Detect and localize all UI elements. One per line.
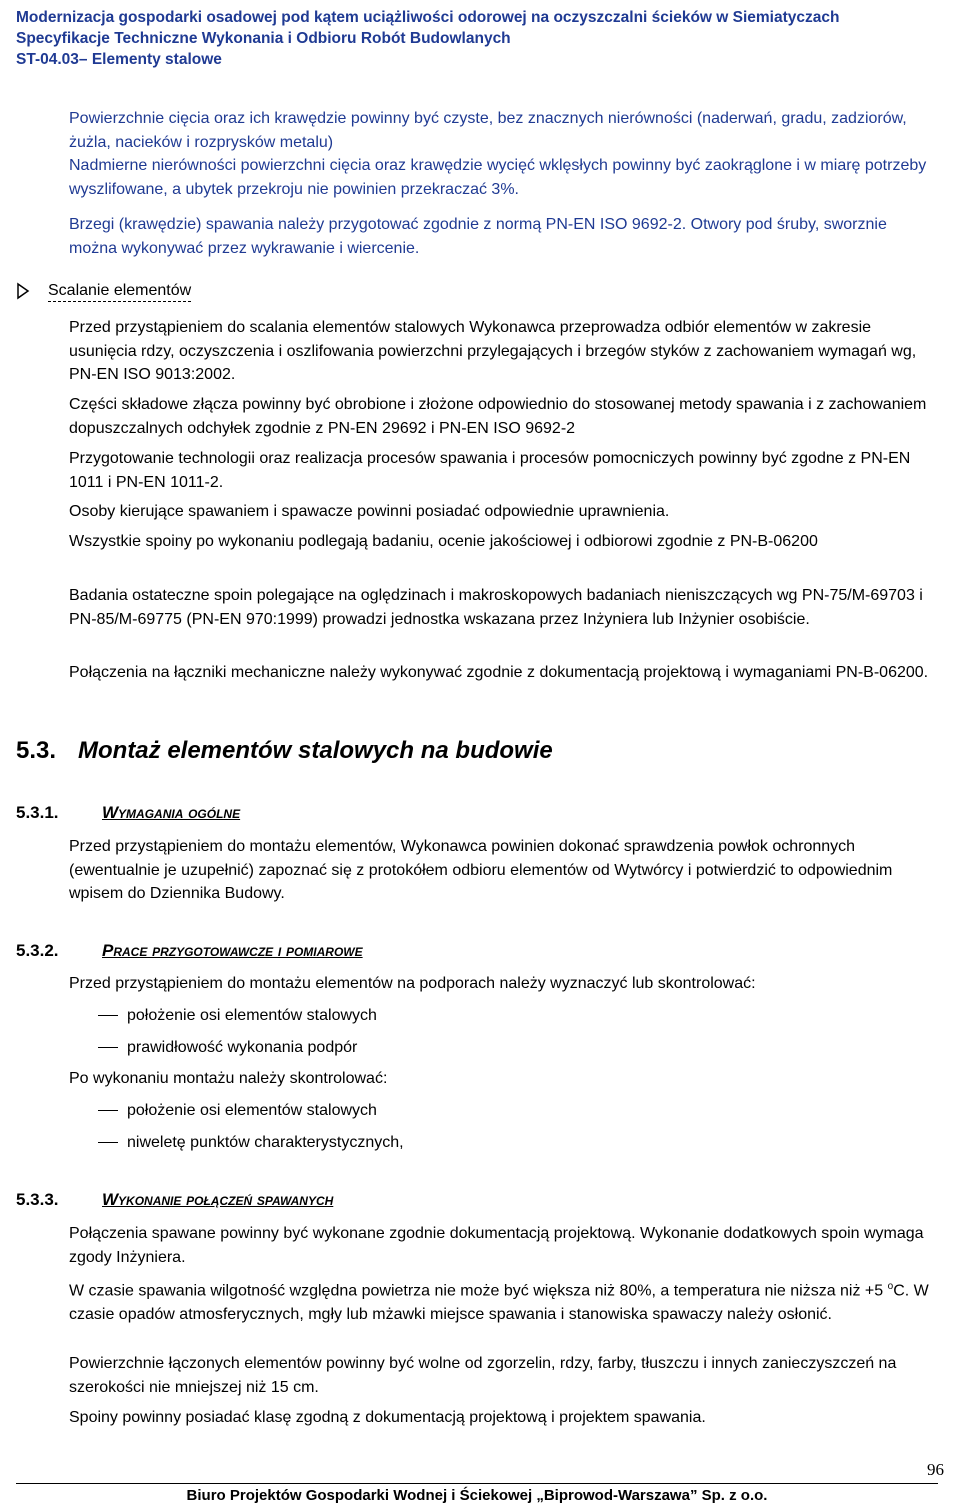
section-5-3-3-paragraph-4: Spoiny powinny posiadać klasę zgodną z dokumentacją projektową i projektem spawania. [69,1409,706,1426]
section-5-3-3-paragraph-2: W czasie spawania wilgotność względna powietrza nie może być większa niż 80%, a temperatura nie niższa niż +5 $^o$C. W czasie opadów atmosferycznych, mgły lub mżawki miejsce spawania i stanowiska spawaczy należy osłonić. [69,1281,929,1323]
footer-divider [16,1483,938,1484]
scalanie-heading: Scalanie elementów [48,281,191,302]
section-5-3-1-heading [16,803,240,823]
scalanie-paragraph-1: Przed przystąpieniem do scalania elementów stalowych Wykonawca przeprowadza odbiór elementów w zakresie usunięcia rdzy, oczyszczenia i oszlifowania powierzchni przylegających i brzegów styków z zachowaniem wymagań wg, PN-EN ISO 9013:2002. [69,319,917,383]
scalanie-paragraph-2: Części składowe złącza powinny być obrobione i złożone odpowiednio do stosowanej metody spawania i z zachowaniem dopuszczalnych odchyłek zgodnie z PN-EN 29692 i PN-EN ISO 9692-2 [69,396,927,437]
section-5-3-2-paragraph-2: Po wykonaniu montażu należy skontrolować: [69,1070,388,1087]
scalanie-paragraph-3: Przygotowanie technologii oraz realizacja procesów spawania i procesów pomocniczych powinny być zgodne z PN-EN 1011 i PN-EN 1011-2. [69,450,911,491]
section-5-3-2-paragraph-1: Przed przystąpieniem do montażu elementów na podporach należy wyznaczyć lub skontrolować: [69,975,756,992]
section-number: 5.3.1. [16,803,59,822]
dash-bullet-icon [98,1110,118,1111]
section-title: Prace przygotowawcze i pomiarowe [102,941,363,960]
section-title: Wymagania ogólne [102,803,241,822]
scalanie-paragraph-4: Osoby kierujące spawaniem i spawacze powinni posiadać odpowiednie uprawnienia. [69,503,670,520]
header-spec-title: Specyfikacje Techniczne Wykonania i Odbioru Robót Budowlanych [16,30,511,47]
section-number: 5.3.2. [16,941,59,960]
scalanie-paragraph-5: Wszystkie spoiny po wykonaniu podlegają badaniu, ocenie jakościowej i odbiorowi zgodnie z PN-B-06200 [69,533,818,550]
section-title: Wykonanie połączeń spawanych [102,1190,334,1209]
intro-paragraph-3: Brzegi (krawędzie) spawania należy przygotować zgodnie z normą PN-EN ISO 9692-2. Otwory pod śruby, sworznie można wykonywać przez wykrawanie i wiercenie. [69,216,887,257]
page-number: 96 [927,1460,944,1479]
footer-text: Biuro Projektów Gospodarki Wodnej i Ściekowej „Biprowod-Warszawa” Sp. z o.o. [186,1487,768,1504]
section-5-3-3-heading [16,1190,333,1210]
arrow-bullet-icon [16,281,30,301]
section-number: 5.3. [16,737,57,764]
section-5-3-1-paragraph: Przed przystąpieniem do montażu elementów, Wykonawca powinien dokonać sprawdzenia powłok ochronnych (ewentualnie je uzupełnić) zapoznać się z protokółem odbioru elementów od Wytwórcy i potwierdzić to odpowiednim wpisem do Dziennika Budowy. [69,838,893,902]
intro-paragraph-1: Powierzchnie cięcia oraz ich krawędzie powinny być czyste, bez znacznych nierówności (naderwań, gradu, zadziorów, żużla, nacieków i rozprysków metalu) [69,110,907,151]
dash-bullet-icon [98,1142,118,1143]
section-5-3-3-paragraph-3: Powierzchnie łączonych elementów powinny być wolne od zgorzelin, rdzy, farby, tłuszczu i innych zanieczyszczeń na szerokości nie mniejszej niż 15 cm. [69,1355,897,1396]
scalanie-paragraph-6: Badania ostateczne spoin polegające na oględzinach i makroskopowych badaniach nieniszczących wg PN-75/M-69703 i PN-85/M-69775 (PN-EN 970:1999) prowadzi jednostka wskazana przez Inżyniera lub Inżynier osobiście. [69,587,923,628]
section-5-3-2-heading [16,941,363,961]
header-project-title: Modernizacja gospodarki osadowej pod kątem uciążliwości odorowej na oczyszczalni ścieków w Siemiatyczach [16,9,840,26]
dash-bullet-icon [98,1047,118,1048]
header-section-code: ST-04.03– Elementy stalowe [16,51,222,68]
section-number: 5.3.3. [16,1190,59,1209]
scalanie-paragraph-7: Połączenia na łączniki mechaniczne należy wykonywać zgodnie z dokumentacją projektową i wymaganiami PN-B-06200. [69,664,929,681]
section-title: Montaż elementów stalowych na budowie [78,737,553,764]
dash-bullet-icon [98,1015,118,1016]
intro-paragraph-2: Nadmierne nierówności powierzchni cięcia oraz krawędzie wycięć wklęsłych powinny być zaokrąglone i w miarę potrzeby wyszlifowane, a ubytek przekroju nie powinien przekraczać 3%. [69,157,927,198]
section-5-3-3-paragraph-1: Połączenia spawane powinny być wykonane zgodnie dokumentacją projektową. Wykonanie dodatkowych spoin wymaga zgody Inżyniera. [69,1225,924,1266]
section-5-3-heading [16,737,553,765]
page-header [16,7,956,70]
